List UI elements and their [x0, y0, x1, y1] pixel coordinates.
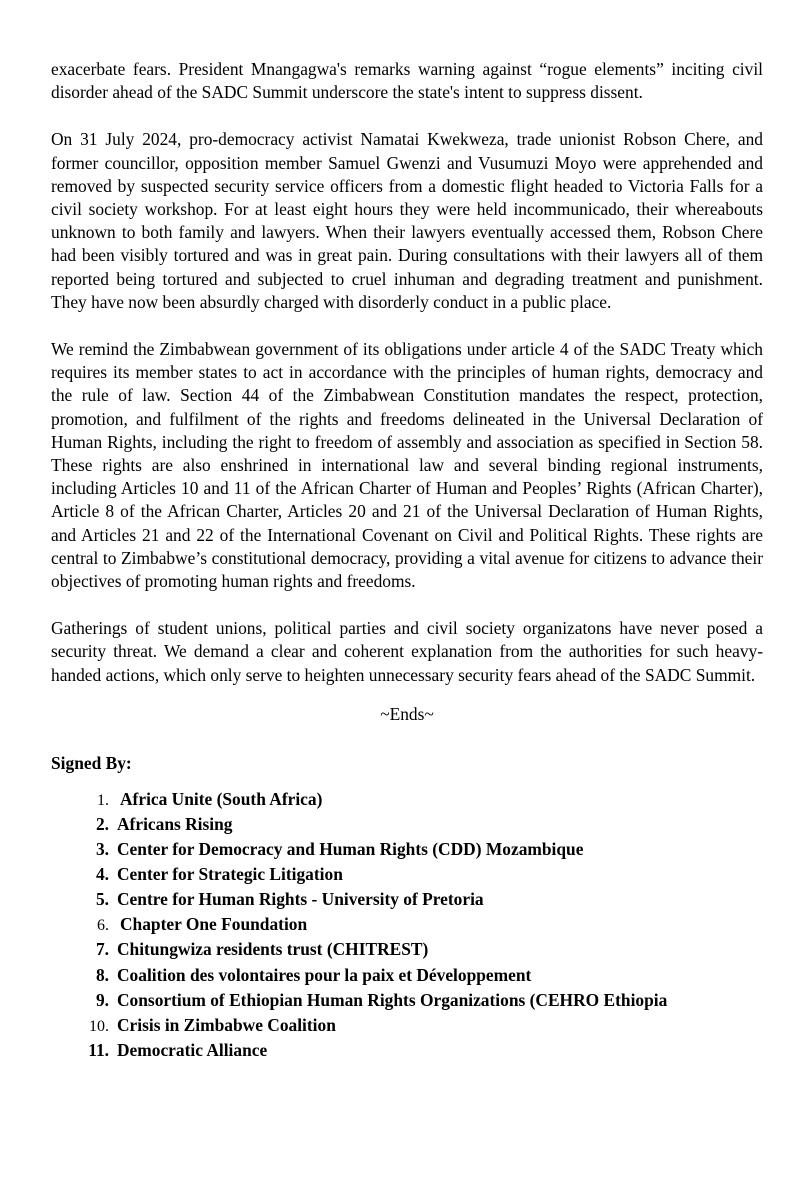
list-item-name: Centre for Human Rights - University of Pretoria	[117, 889, 484, 910]
list-item	[51, 812, 763, 837]
list-item-number: 4.	[95, 864, 109, 885]
paragraph-obligations: We remind the Zimbabwean government of its obligations under article 4 of the SADC Treaty which requires its member states to act in accordance with the principles of human rights, democracy and the rule of law. Section 44 of the Zimbabwean Constitution mandates the respect, protection, promotion, and fulfilment of the rights and freedoms delineated in the Universal Declaration of Human Rights, including the right to freedom of assembly and association as specified in Section 58. These rights are also enshrined in international law and several binding regional instruments, including Articles 10 and 11 of the African Charter of Human and Peoples’ Rights (African Charter), Article 8 of the African Charter, Articles 20 and 21 of the Universal Declaration of Human Rights, and Articles 21 and 22 of the International Covenant on Civil and Political Rights. These rights are central to Zimbabwe’s constitutional democracy, providing a vital avenue for citizens to advance their objectives of promoting human rights and freedoms.	[51, 339, 763, 592]
list-item-name: Consortium of Ethiopian Human Rights Organizations (CEHRO Ethiopia	[117, 989, 668, 1010]
paragraph-intro: exacerbate fears. President Mnangagwa's remarks warning against “rogue elements” inciting civil disorder ahead of the SADC Summit underscore the state's intent to suppress dissent.	[51, 59, 763, 103]
list-item	[51, 837, 763, 862]
paragraph-demand: Gatherings of student unions, political parties and civil society organizatons have never posed a security threat. We demand a clear and coherent explanation from the authorities for such heavy-handed actions, which only serve to heighten unnecessary security fears ahead of the SADC Summit.	[51, 618, 763, 685]
signatories-list	[51, 787, 763, 1063]
list-item-name: Africa Unite (South Africa)	[120, 788, 323, 809]
list-item-name: Chitungwiza residents trust (CHITREST)	[117, 939, 429, 960]
list-item-number: 10.	[89, 1017, 109, 1035]
list-item	[51, 1038, 763, 1063]
list-item-number: 8.	[95, 964, 109, 985]
list-item	[51, 912, 763, 937]
list-item	[51, 1013, 763, 1038]
list-item-name: Crisis in Zimbabwe Coalition	[117, 1014, 336, 1035]
list-item-number: 5.	[95, 889, 109, 910]
list-item-name: Democratic Alliance	[117, 1039, 268, 1060]
ends-marker: ~Ends~	[380, 703, 434, 724]
list-item-name: Center for Democracy and Human Rights (CDD) Mozambique	[117, 839, 584, 860]
document-page	[51, 58, 763, 1063]
list-item-name: Center for Strategic Litigation	[117, 864, 343, 885]
list-item-name: Africans Rising	[117, 813, 233, 834]
list-item	[51, 937, 763, 962]
list-item-number: 3.	[95, 839, 109, 860]
list-item	[51, 787, 763, 812]
list-item-number: 7.	[95, 939, 109, 960]
paragraph-arrests: On 31 July 2024, pro-democracy activist Namatai Kwekweza, trade unionist Robson Chere, and former councillor, opposition member Samuel Gwenzi and Vusumuzi Moyo were apprehended and removed by suspected security service officers from a domestic flight headed to Victoria Falls for a civil society workshop. For at least eight hours they were held incommunicado, their whereabouts unknown to both family and lawyers. When their lawyers eventually accessed them, Robson Chere had been visibly tortured and was in great pain. During consultations with their lawyers all of them reported being tortured and subjected to cruel inhuman and degrading treatment and punishment. They have now been absurdly charged with disorderly conduct in a public place.	[51, 129, 763, 312]
signed-by-heading: Signed By:	[51, 752, 132, 773]
list-item	[51, 988, 763, 1013]
list-item-number: 11.	[88, 1039, 109, 1060]
list-item	[51, 887, 763, 912]
list-item-number: 1.	[97, 791, 109, 809]
list-item-name: Chapter One Foundation	[120, 914, 308, 935]
list-item-number: 2.	[95, 813, 109, 834]
list-item-number: 9.	[95, 989, 109, 1010]
list-item	[51, 963, 763, 988]
list-item-number: 6.	[97, 917, 109, 935]
list-item-name: Coalition des volontaires pour la paix et Développement	[117, 964, 532, 985]
list-item	[51, 862, 763, 887]
